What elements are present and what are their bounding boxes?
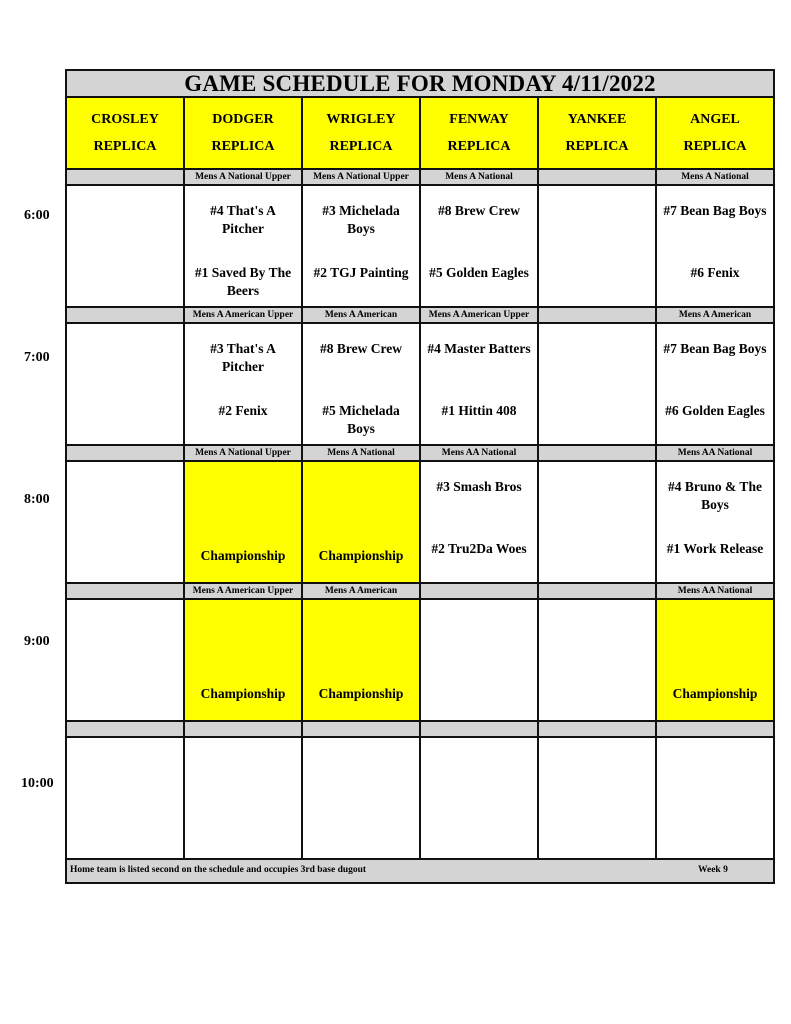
- home-team: #5 Michelada Boys: [322, 403, 400, 436]
- game-row: [66, 323, 774, 445]
- field-name: DODGER: [212, 112, 274, 127]
- schedule-sheet: [65, 69, 773, 884]
- field-wrigley: [302, 97, 420, 169]
- division-label: Mens A National Upper: [302, 169, 420, 185]
- away-team: #3 That's A Pitcher: [210, 341, 276, 374]
- division-label: Mens A American Upper: [420, 307, 538, 323]
- time-label: 7:00: [24, 350, 50, 365]
- away-team: #3 Smash Bros: [436, 479, 522, 494]
- game-cell: [420, 599, 538, 721]
- field-sub: REPLICA: [211, 139, 275, 154]
- game-cell: [302, 185, 420, 307]
- division-label: [538, 307, 656, 323]
- division-row: [66, 169, 774, 185]
- division-label: Mens A American Upper: [184, 583, 302, 599]
- game-row: [66, 599, 774, 721]
- game-row: [66, 185, 774, 307]
- game-cell: [538, 599, 656, 721]
- home-team: #1 Saved By The Beers: [194, 265, 292, 298]
- game-cell: [184, 461, 302, 583]
- game-cell: [66, 737, 184, 859]
- division-row: [66, 445, 774, 461]
- division-label: [538, 169, 656, 185]
- division-label: [538, 445, 656, 461]
- division-label: [66, 583, 184, 599]
- footer-note: Home team is listed second on the schedule and occupies 3rd base dugout: [70, 865, 367, 875]
- field-fenway: [420, 97, 538, 169]
- home-team: #2 TGJ Painting: [313, 265, 409, 280]
- away-team: #4 Bruno & The Boys: [668, 479, 762, 512]
- division-label: [66, 169, 184, 185]
- game-cell: [302, 323, 420, 445]
- game-cell: [184, 737, 302, 859]
- championship-label: Championship: [318, 686, 404, 701]
- game-cell: [656, 599, 774, 721]
- division-label: Mens A American: [656, 307, 774, 323]
- home-team: #2 Fenix: [218, 403, 268, 418]
- division-label: Mens A American: [302, 307, 420, 323]
- field-dodger: [184, 97, 302, 169]
- week-label: Week 9: [698, 865, 728, 875]
- game-cell: [420, 737, 538, 859]
- championship-label: Championship: [200, 686, 286, 701]
- division-row: [66, 583, 774, 599]
- page-title: GAME SCHEDULE FOR MONDAY 4/11/2022: [66, 70, 774, 97]
- division-label: Mens A National: [656, 169, 774, 185]
- division-label: Mens AA National: [656, 583, 774, 599]
- field-sub: REPLICA: [565, 139, 629, 154]
- division-label: [538, 583, 656, 599]
- schedule-table: [65, 69, 775, 884]
- game-cell: [184, 599, 302, 721]
- home-team: #2 Tru2Da Woes: [431, 541, 527, 556]
- division-label: Mens A National Upper: [184, 169, 302, 185]
- game-cell: [656, 461, 774, 583]
- division-label: [66, 445, 184, 461]
- game-cell: [538, 185, 656, 307]
- division-label: [656, 721, 774, 737]
- game-row: [66, 461, 774, 583]
- time-label: 9:00: [24, 634, 50, 649]
- division-label: [66, 721, 184, 737]
- game-cell: [66, 185, 184, 307]
- game-cell: [66, 599, 184, 721]
- division-row: [66, 721, 774, 737]
- championship-label: Championship: [318, 548, 404, 563]
- home-team: #5 Golden Eagles: [429, 265, 529, 280]
- field-sub: REPLICA: [447, 139, 511, 154]
- field-name: WRIGLEY: [326, 112, 396, 127]
- away-team: #3 Michelada Boys: [322, 203, 400, 236]
- division-label: [302, 721, 420, 737]
- division-label: [66, 307, 184, 323]
- division-label: [538, 721, 656, 737]
- field-sub: REPLICA: [93, 139, 157, 154]
- division-label: Mens A American: [302, 583, 420, 599]
- away-team: #8 Brew Crew: [320, 341, 402, 356]
- game-cell: [420, 185, 538, 307]
- division-label: [420, 583, 538, 599]
- game-cell: [656, 185, 774, 307]
- home-team: #6 Golden Eagles: [665, 403, 765, 418]
- away-team: #8 Brew Crew: [438, 203, 520, 218]
- time-label: 10:00: [21, 776, 54, 791]
- field-yankee: [538, 97, 656, 169]
- game-cell: [302, 737, 420, 859]
- field-name: CROSLEY: [91, 112, 159, 127]
- field-angel: [656, 97, 774, 169]
- game-cell: [420, 323, 538, 445]
- division-label: Mens A American Upper: [184, 307, 302, 323]
- time-label: 6:00: [24, 208, 50, 223]
- game-cell: [66, 461, 184, 583]
- away-team: #4 That's A Pitcher: [210, 203, 276, 236]
- game-cell: [656, 323, 774, 445]
- field-header-row: [66, 97, 774, 169]
- division-label: Mens A National: [302, 445, 420, 461]
- division-label: Mens AA National: [420, 445, 538, 461]
- game-cell: [66, 323, 184, 445]
- away-team: #4 Master Batters: [427, 341, 531, 356]
- field-name: YANKEE: [567, 112, 627, 127]
- home-team: #1 Work Release: [666, 541, 764, 556]
- game-cell: [538, 323, 656, 445]
- game-cell: [420, 461, 538, 583]
- championship-label: Championship: [200, 548, 286, 563]
- division-label: [184, 721, 302, 737]
- field-name: FENWAY: [449, 112, 509, 127]
- home-team: #1 Hittin 408: [441, 403, 517, 418]
- game-row: [66, 737, 774, 859]
- game-cell: [184, 323, 302, 445]
- field-name: ANGEL: [690, 112, 740, 127]
- game-cell: [538, 461, 656, 583]
- away-team: #7 Bean Bag Boys: [663, 203, 767, 218]
- away-team: #7 Bean Bag Boys: [663, 341, 767, 356]
- game-cell: [302, 599, 420, 721]
- time-label: 8:00: [24, 492, 50, 507]
- championship-label: Championship: [672, 686, 758, 701]
- division-label: Mens AA National: [656, 445, 774, 461]
- game-cell: [538, 737, 656, 859]
- home-team: #6 Fenix: [690, 265, 740, 280]
- game-cell: [656, 737, 774, 859]
- division-label: Mens A National Upper: [184, 445, 302, 461]
- division-label: [420, 721, 538, 737]
- game-cell: [184, 185, 302, 307]
- division-label: Mens A National: [420, 169, 538, 185]
- field-crosley: [66, 97, 184, 169]
- game-cell: [302, 461, 420, 583]
- footer-bar: [66, 859, 774, 883]
- field-sub: REPLICA: [329, 139, 393, 154]
- division-row: [66, 307, 774, 323]
- field-sub: REPLICA: [683, 139, 747, 154]
